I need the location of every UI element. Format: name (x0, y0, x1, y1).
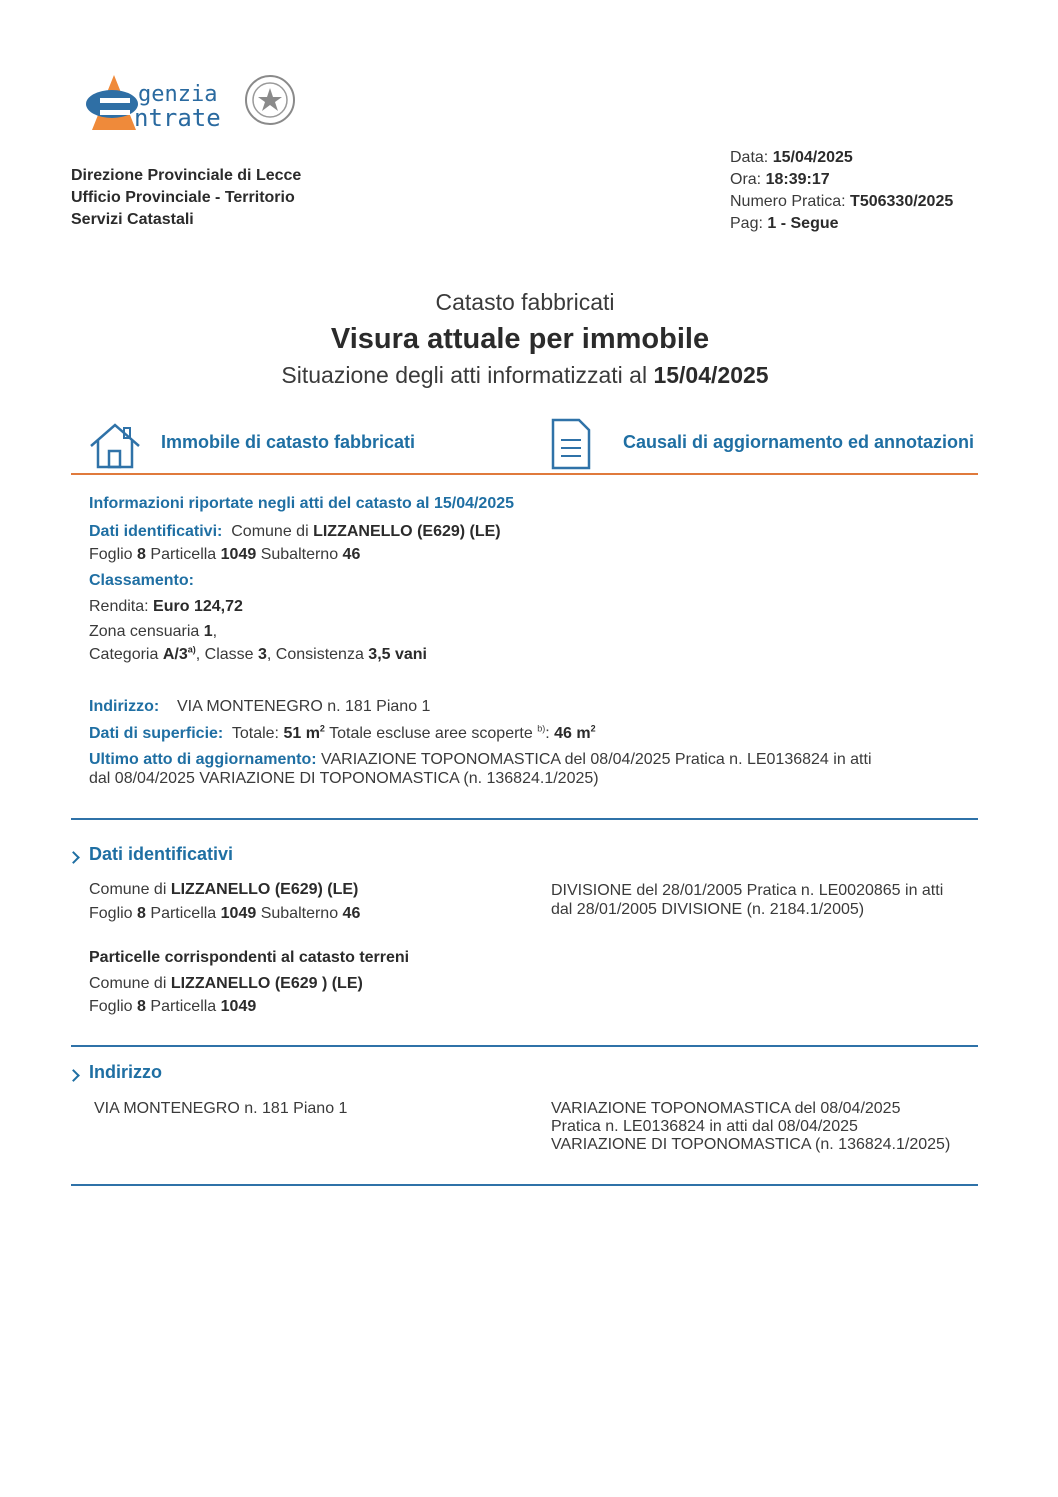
indirizzo-value: VIA MONTENEGRO n. 181 Piano 1 (94, 1100, 348, 1117)
dati-identificativi-title: Dati identificativi (89, 844, 234, 864)
meta-data: Data: 15/04/2025 (730, 149, 853, 166)
info-header: Informazioni riportate negli atti del catasto al 15/04/2025 (89, 495, 515, 512)
agenzia-entrate-logo (78, 70, 300, 134)
dati-note: DIVISIONE del 28/01/2005 Pratica n. LE0020865 in atti dal 28/01/2005 DIVISIONE (n. 2184.1/2005) (551, 882, 944, 918)
logo-text-bottom: ntrate (134, 104, 221, 132)
terreni-foglio: Foglio 8 Particella 1049 (89, 998, 257, 1015)
terreni-comune: Comune di LIZZANELLO (E629 ) (LE) (89, 975, 363, 992)
dati-comune: Comune di LIZZANELLO (E629) (LE) (89, 881, 359, 898)
divider-3 (71, 1184, 978, 1186)
chevron-right-icon (69, 1067, 78, 1085)
document-icon (551, 418, 591, 475)
office-block (71, 165, 301, 231)
rendita: Rendita: Euro 124,72 (89, 598, 243, 615)
meta-pag: Pag: 1 - Segue (730, 215, 839, 232)
categoria: Categoria A/3$^{a)}$, Classe 3, Consistenza 3,5 vani (89, 644, 427, 663)
page-title: Visura attuale per immobile (330, 323, 710, 355)
dati-foglio: Foglio 8 Particella 1049 Subalterno 46 (89, 905, 361, 922)
info-foglio: Foglio 8 Particella 1049 Subalterno 46 (89, 546, 361, 563)
house-icon (88, 420, 142, 475)
info-ultimo-atto: Ultimo atto di aggiornamento: VARIAZIONE TOPONOMASTICA del 08/04/2025 Pratica n. LE0136824 in atti dal 08/04/2025 VARIAZIONE DI TOPONOMASTICA (n. 136824.1/2025) (89, 751, 872, 787)
indirizzo-note: VARIAZIONE TOPONOMASTICA del 08/04/2025 Pratica n. LE0136824 in atti dal 08/04/2025 VARIAZIONE DI TOPONOMASTICA (n. 136824.1/2025) (551, 1100, 951, 1153)
meta-block (730, 147, 953, 235)
office-line-2: Ufficio Provinciale - Territorio (71, 189, 295, 206)
chevron-right-icon (69, 849, 78, 867)
section-causali: Causali di aggiornamento ed annotazioni (623, 432, 975, 452)
zona-censuaria: Zona censuaria 1, (89, 623, 218, 640)
section-divider (71, 473, 978, 475)
info-superficie: Dati di superficie: Totale: 51 $m^2$ Totale escluse aree scoperte $^{b)}$: 46 $m^2$ (89, 723, 596, 742)
section-immobile: Immobile di catasto fabbricati (161, 432, 416, 452)
page-subtitle: Situazione degli atti informatizzati al 15/04/2025 (281, 362, 769, 388)
indirizzo-title: Indirizzo (89, 1062, 162, 1082)
classamento-label: Classamento: (89, 572, 194, 589)
info-dati-identificativi: Dati identificativi: Comune di LIZZANELLO (E629) (LE) (89, 523, 501, 540)
terreni-title: Particelle corrispondenti al catasto terreni (89, 949, 410, 966)
logo-text-top: genzia (138, 82, 218, 107)
meta-ora: Ora: 18:39:17 (730, 171, 830, 188)
catasto-title: Catasto fabbricati (435, 289, 615, 315)
divider-2 (71, 1045, 978, 1047)
office-line-1: Direzione Provinciale di Lecce (71, 167, 302, 184)
divider-1 (71, 818, 978, 820)
info-indirizzo: Indirizzo: VIA MONTENEGRO n. 181 Piano 1 (89, 698, 431, 715)
office-line-3: Servizi Catastali (71, 211, 194, 228)
meta-pratica: Numero Pratica: T506330/2025 (730, 193, 954, 210)
